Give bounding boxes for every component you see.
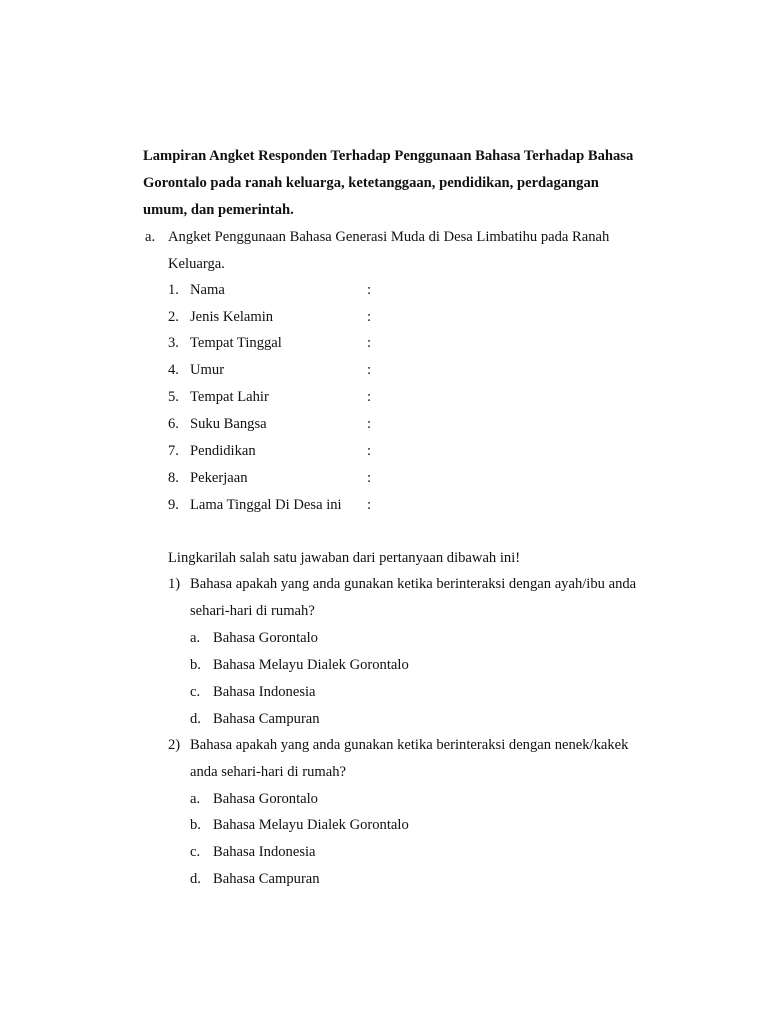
heading-line-3: umum, dan pemerintah. [143,202,294,218]
field-label-suku-bangsa: Suku Bangsa [190,416,267,432]
question-text-line-1: Bahasa apakah yang anda gunakan ketika berinteraksi dengan ayah/ibu anda [190,576,637,592]
question-number: 2) [168,737,181,753]
question-text-line-1: Bahasa apakah yang anda gunakan ketika berinteraksi dengan nenek/kakek [190,737,629,753]
field-number: 3. [168,335,179,351]
option-letter: b. [190,657,201,673]
option-letter: b. [190,817,201,833]
option-letter: a. [190,791,201,807]
section-a-marker: a. [145,229,156,245]
field-colon: : [367,443,372,459]
section-a-title-line-2: Keluarga. [168,256,225,272]
option-text: Bahasa Gorontalo [213,791,318,807]
option-letter: d. [190,871,201,887]
field-label-tempat-tinggal: Tempat Tinggal [190,335,282,351]
option-text: Bahasa Indonesia [213,844,316,860]
question-number: 1) [168,576,181,592]
option-text: Bahasa Campuran [213,871,320,887]
section-a-title-line-1: Angket Penggunaan Bahasa Generasi Muda di Desa Limbatihu pada Ranah [168,229,610,245]
option-letter: c. [190,844,201,860]
field-colon: : [367,282,372,298]
field-label-lama-tinggal: Lama Tinggal Di Desa ini [190,497,342,513]
option-text: Bahasa Gorontalo [213,630,318,646]
heading-line-1: Lampiran Angket Responden Terhadap Penggunaan Bahasa Terhadap Bahasa [143,148,634,164]
option-letter: c. [190,684,201,700]
field-number: 6. [168,416,179,432]
field-colon: : [367,309,372,325]
field-label-nama: Nama [190,282,225,298]
question-text-line-2: anda sehari-hari di rumah? [190,764,346,780]
field-colon: : [367,389,372,405]
field-number: 9. [168,497,179,513]
field-number: 1. [168,282,179,298]
heading-line-2: Gorontalo pada ranah keluarga, ketetanggaan, pendidikan, perdagangan [143,175,599,191]
field-number: 4. [168,362,179,378]
field-number: 2. [168,309,179,325]
instruction-text: Lingkarilah salah satu jawaban dari pertanyaan dibawah ini! [168,550,521,566]
field-number: 7. [168,443,179,459]
field-colon: : [367,335,372,351]
field-colon: : [367,470,372,486]
option-text: Bahasa Melayu Dialek Gorontalo [213,817,409,833]
option-letter: a. [190,630,201,646]
option-text: Bahasa Melayu Dialek Gorontalo [213,657,409,673]
field-label-pekerjaan: Pekerjaan [190,470,248,486]
field-label-umur: Umur [190,362,225,378]
option-text: Bahasa Indonesia [213,684,316,700]
field-label-tempat-lahir: Tempat Lahir [190,389,269,405]
field-colon: : [367,416,372,432]
field-number: 8. [168,470,179,486]
option-letter: d. [190,711,201,727]
field-number: 5. [168,389,179,405]
question-text-line-2: sehari-hari di rumah? [190,603,315,619]
field-colon: : [367,497,372,513]
option-text: Bahasa Campuran [213,711,320,727]
field-label-jenis-kelamin: Jenis Kelamin [190,309,274,325]
field-colon: : [367,362,372,378]
field-label-pendidikan: Pendidikan [190,443,256,459]
